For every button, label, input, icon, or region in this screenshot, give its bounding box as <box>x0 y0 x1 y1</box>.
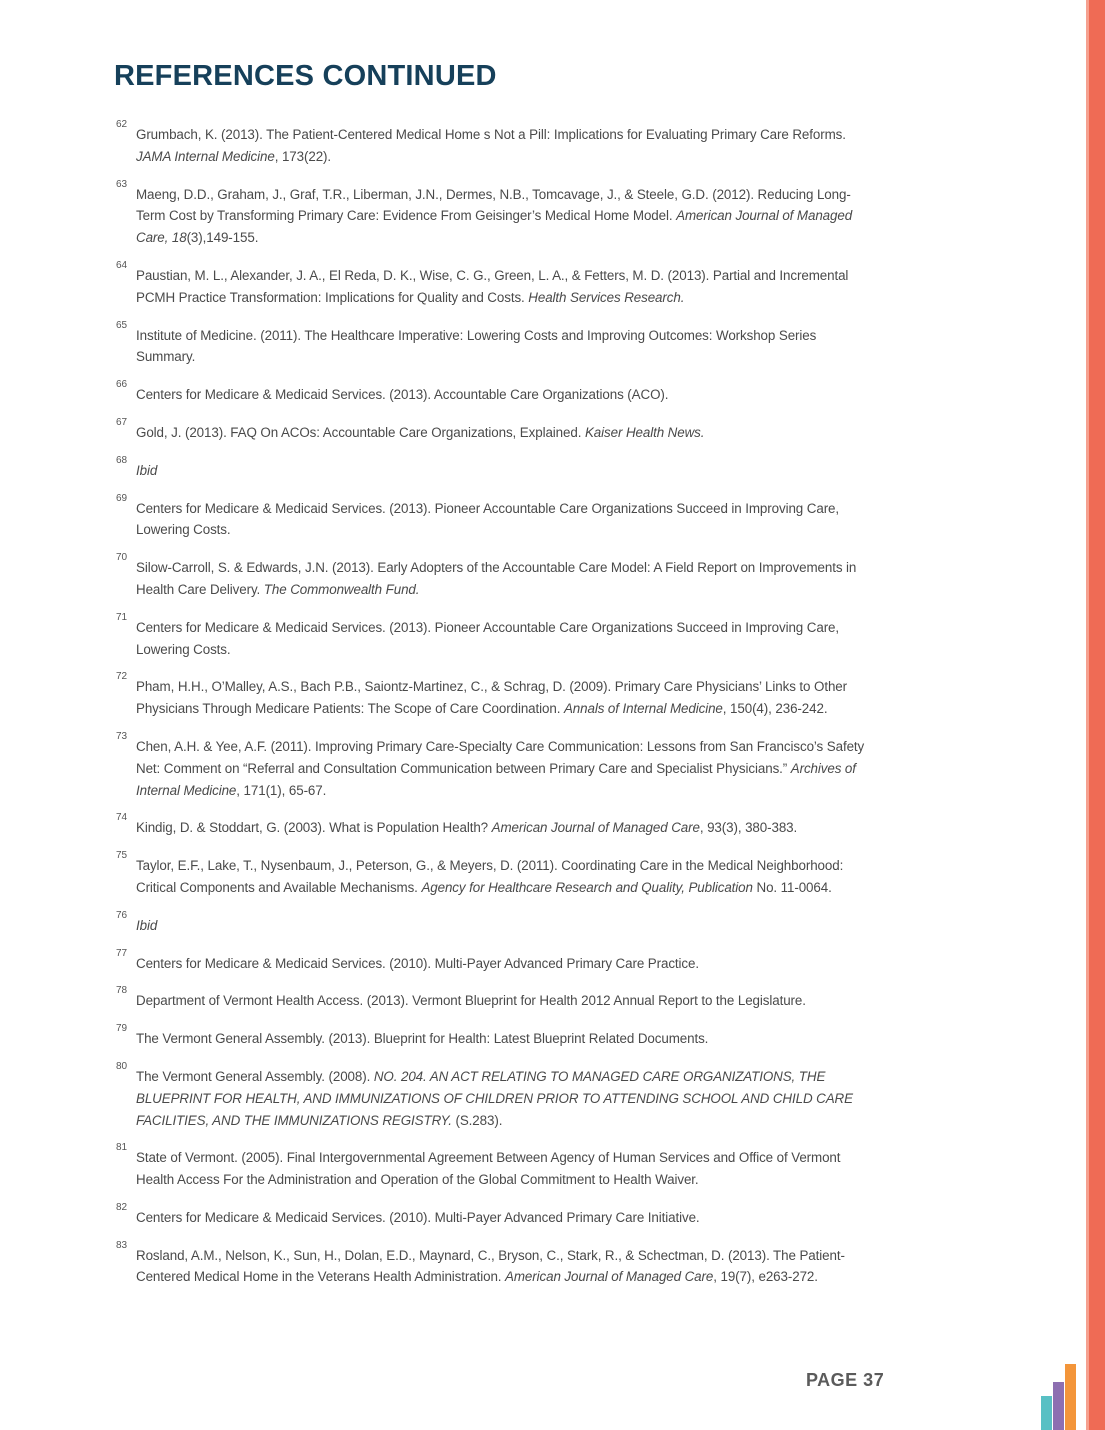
reference-text-part: Centers for Medicare & Medicaid Services. (2010). Multi-Payer Advanced Primary Care Initiative. <box>136 1209 700 1225</box>
reference-text-part: , 171(1), 65-67. <box>236 782 327 798</box>
reference-text-part: Gold, J. (2013). FAQ On ACOs: Accountable Care Organizations, Explained. <box>136 424 585 440</box>
reference-text-part: The Vermont General Assembly. (2008). <box>136 1068 374 1084</box>
reference-text <box>136 617 878 661</box>
reference-item <box>114 1201 878 1229</box>
reference-source-italic: JAMA Internal Medicine <box>136 148 275 164</box>
reference-text-part: The Vermont General Assembly. (2013). Blueprint for Health: Latest Blueprint Related Documents. <box>136 1031 709 1047</box>
decorative-bar-teal <box>1041 1396 1052 1430</box>
reference-number: 71 <box>116 611 128 623</box>
reference-text-part: , 150(4), 236-242. <box>722 701 828 717</box>
reference-text-part: Centers for Medicare & Medicaid Services. (2013). Pioneer Accountable Care Organizations Succeed in Improving Care, Lowering Costs. <box>136 619 840 657</box>
reference-item <box>114 319 878 369</box>
reference-source-italic: Annals of Internal Medicine <box>563 701 723 717</box>
reference-text <box>136 676 878 720</box>
reference-number: 80 <box>116 1060 128 1072</box>
reference-text-part: Centers for Medicare & Medicaid Services. (2013). Accountable Care Organizations (ACO). <box>136 387 669 403</box>
reference-item <box>114 1142 878 1191</box>
reference-text <box>136 1147 878 1191</box>
reference-item <box>114 259 878 309</box>
reference-text-part: Rosland, A.M., Nelson, K., Sun, H., Dolan, E.D., Maynard, C., Bryson, C., Stark, R., & Schectman, D. (2013). The Patient-Centered Medical Home in the Veterans Health Administration. <box>136 1247 845 1285</box>
reference-number: 79 <box>116 1023 128 1035</box>
reference-source-italic: The Commonwealth Fund. <box>263 581 420 597</box>
reference-number: 65 <box>116 319 128 331</box>
reference-number: 76 <box>116 909 128 921</box>
decorative-bar-orange <box>1065 1364 1076 1430</box>
reference-source-italic: Ibid <box>136 917 158 933</box>
reference-number: 72 <box>116 671 128 683</box>
reference-number: 64 <box>116 259 128 271</box>
reference-text-part: Institute of Medicine. (2011). The Healthcare Imperative: Lowering Costs and Improving Outcomes: Workshop Series Summary. <box>136 327 817 365</box>
reference-text <box>136 460 878 482</box>
reference-number: 77 <box>116 947 128 959</box>
reference-item <box>114 454 878 482</box>
reference-number: 62 <box>116 119 128 130</box>
reference-text-part: (S.283). <box>451 1112 503 1128</box>
reference-number: 78 <box>116 985 128 997</box>
reference-item <box>114 909 878 937</box>
reference-text <box>136 124 878 168</box>
reference-text <box>136 1207 878 1229</box>
reference-source-italic: Agency for Healthcare Research and Quality, Publication <box>421 879 753 895</box>
reference-text <box>136 953 878 975</box>
reference-text-part: Centers for Medicare & Medicaid Services. (2010). Multi-Payer Advanced Primary Care Practice. <box>136 955 699 971</box>
reference-number: 73 <box>116 730 128 742</box>
reference-item <box>114 552 878 601</box>
reference-text-part: Silow-Carroll, S. & Edwards, J.N. (2013). Early Adopters of the Accountable Care Model: A Field Report on Improvements in Health Care Delivery. <box>136 560 857 597</box>
reference-text <box>136 990 878 1012</box>
reference-text-part: , 19(7), e263-272. <box>713 1269 818 1285</box>
reference-item <box>114 812 878 839</box>
reference-text <box>136 1066 878 1131</box>
page-title: REFERENCES CONTINUED <box>114 60 497 92</box>
reference-item <box>114 850 878 899</box>
reference-item <box>114 1060 878 1131</box>
edge-stripe <box>1089 0 1105 1430</box>
reference-item <box>114 730 878 801</box>
reference-number: 75 <box>116 850 128 862</box>
reference-text <box>136 384 878 406</box>
reference-item <box>114 611 878 661</box>
reference-number: 68 <box>116 454 128 466</box>
reference-text-part: Chen, A.H. & Yee, A.F. (2011). Improving Primary Care-Specialty Care Communication: Lessons from San Francisco’s Safety Net: Comment on “Referral and Consultation Communication between Primary Care and Specialist Physicians.” <box>136 738 865 776</box>
reference-number: 66 <box>116 379 128 391</box>
reference-text <box>136 498 878 542</box>
reference-number: 82 <box>116 1201 128 1213</box>
reference-source-italic: American Journal of Managed Care <box>505 1269 714 1285</box>
decorative-bar-purple <box>1053 1382 1064 1430</box>
reference-item <box>114 947 878 975</box>
reference-text-part: No. 11-0064. <box>752 879 832 895</box>
reference-text <box>136 557 878 601</box>
reference-number: 67 <box>116 416 128 428</box>
reference-text-part: (3),149-155. <box>186 230 259 246</box>
page-number: PAGE 37 <box>806 1370 885 1390</box>
reference-item <box>114 671 878 720</box>
reference-text <box>136 1028 878 1050</box>
reference-item <box>114 1239 878 1289</box>
reference-text-part: Department of Vermont Health Access. (2013). Vermont Blueprint for Health 2012 Annual Report to the Legislature. <box>136 993 806 1009</box>
reference-source-italic: Ibid <box>136 462 158 478</box>
reference-text-part: , 93(3), 380-383. <box>699 820 798 836</box>
reference-text-part: Kindig, D. & Stoddart, G. (2003). What is Population Health? <box>136 820 492 836</box>
reference-source-italic: Kaiser Health News. <box>584 424 705 440</box>
reference-item <box>114 119 878 168</box>
reference-item <box>114 379 878 406</box>
reference-text <box>136 265 878 309</box>
reference-source-italic: NO. 204. AN ACT RELATING TO MANAGED CARE ORGANIZATIONS, THE BLUEPRINT FOR HEALTH, AND IMMUNIZATIONS OF CHILDREN PRIOR TO ATTENDING SCHOOL AND CHILD CARE FACILITIES, AND THE IMMUNIZATIONS REGISTRY. <box>136 1068 853 1128</box>
reference-text <box>136 325 878 369</box>
reference-text-part: Grumbach, K. (2013). The Patient-Centered Medical Home s Not a Pill: Implications for Evaluating Primary Care Reforms. <box>136 127 846 142</box>
reference-source-italic: American Journal of Managed Care, 18 <box>136 208 853 246</box>
reference-text <box>136 915 878 937</box>
reference-text <box>136 736 878 801</box>
reference-number: 63 <box>116 178 128 190</box>
reference-text-part: , 173(22). <box>274 148 332 164</box>
reference-text <box>136 817 878 839</box>
reference-text <box>136 422 878 444</box>
reference-item <box>114 985 878 1012</box>
reference-text-part: Taylor, E.F., Lake, T., Nysenbaum, J., Peterson, G., & Meyers, D. (2011). Coordinating Care in the Medical Neighborhood: Critical Components and Available Mechanisms. <box>136 858 844 895</box>
reference-text <box>136 184 878 249</box>
reference-text-part: Centers for Medicare & Medicaid Services. (2013). Pioneer Accountable Care Organizations Succeed in Improving Care, Lowering Costs. <box>136 500 840 538</box>
reference-item <box>114 416 878 444</box>
reference-text-part: Pham, H.H., O’Malley, A.S., Bach P.B., Saiontz-Martinez, C., & Schrag, D. (2009). Primary Care Physicians’ Links to Other Physicians Through Medicare Patients: The Scope of Care Coordination. <box>136 679 848 717</box>
reference-text <box>136 855 878 899</box>
reference-list <box>114 119 878 1304</box>
reference-text-part: Paustian, M. L., Alexander, J. A., El Reda, D. K., Wise, C. G., Green, L. A., & Fetters, M. D. (2013). Partial and Incremental PCMH Practice Transformation: Implications for Quality and Costs. <box>136 267 849 305</box>
reference-number: 83 <box>116 1239 128 1251</box>
reference-text-part: State of Vermont. (2005). Final Intergovernmental Agreement Between Agency of Human Services and Office of Vermont Health Access For the Administration and Operation of the Global Commitment to Health Waiver. <box>136 1150 841 1188</box>
decorative-bars <box>1041 1360 1089 1430</box>
reference-number: 69 <box>116 492 128 504</box>
reference-item <box>114 492 878 542</box>
reference-item <box>114 1023 878 1050</box>
reference-text-part: Maeng, D.D., Graham, J., Graf, T.R., Liberman, J.N., Dermes, N.B., Tomcavage, J., & Steele, G.D. (2012). Reducing Long-Term Cost by Transforming Primary Care: Evidence From Geisinger’s Medical Home Model. <box>136 186 851 224</box>
reference-number: 74 <box>116 812 128 824</box>
reference-number: 81 <box>116 1142 128 1154</box>
reference-text <box>136 1245 878 1289</box>
reference-source-italic: Health Services Research. <box>528 289 685 305</box>
reference-item <box>114 178 878 249</box>
reference-number: 70 <box>116 552 128 564</box>
reference-source-italic: American Journal of Managed Care <box>491 820 700 836</box>
reference-source-italic: Archives of Internal Medicine <box>136 760 856 798</box>
